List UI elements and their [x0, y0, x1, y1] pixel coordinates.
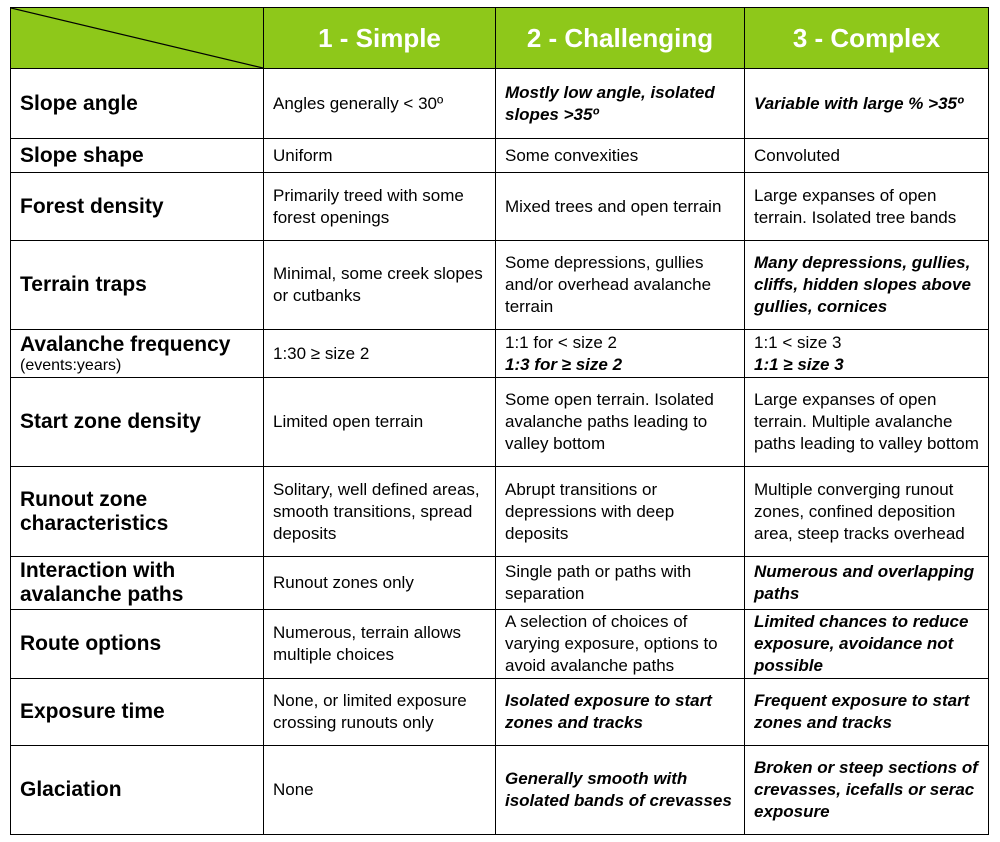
cell-simple: None, or limited exposure crossing runouts only — [264, 679, 496, 746]
cell-challenging: Some open terrain. Isolated avalanche paths leading to valley bottom — [496, 378, 745, 467]
row-label: Exposure time — [11, 679, 264, 746]
cell-complex: Convoluted — [745, 139, 989, 173]
cell-complex: Numerous and overlapping paths — [745, 557, 989, 610]
cell-complex: Broken or steep sections of crevasses, icefalls or serac exposure — [745, 746, 989, 835]
row-label: Terrain traps — [11, 241, 264, 330]
cell-complex: Multiple converging runout zones, confined deposition area, steep tracks overhead — [745, 467, 989, 557]
row-sublabel: (events:years) — [20, 356, 122, 374]
cell-simple: Solitary, well defined areas, smooth transitions, spread deposits — [264, 467, 496, 557]
row-label: Glaciation — [11, 746, 264, 835]
cell-simple: Runout zones only — [264, 557, 496, 610]
cell-simple: Numerous, terrain allows multiple choices — [264, 610, 496, 679]
cell-challenging: Isolated exposure to start zones and tracks — [496, 679, 745, 746]
cell-challenging: Abrupt transitions or depressions with deep deposits — [496, 467, 745, 557]
row-label: Slope shape — [11, 139, 264, 173]
cell-challenging: Single path or paths with separation — [496, 557, 745, 610]
header-row — [11, 8, 989, 69]
table-row — [11, 139, 989, 173]
row-label: Forest density — [11, 173, 264, 241]
table-row — [11, 679, 989, 746]
table-row — [11, 557, 989, 610]
cell-challenging: A selection of choices of varying exposure, options to avoid avalanche paths — [496, 610, 745, 679]
cell-simple: None — [264, 746, 496, 835]
cell-challenging: Generally smooth with isolated bands of crevasses — [496, 746, 745, 835]
table-row — [11, 378, 989, 467]
cell-complex: Many depressions, gullies, cliffs, hidden slopes above gullies, cornices — [745, 241, 989, 330]
cell-challenging: Mostly low angle, isolated slopes >35º — [496, 69, 745, 139]
header-simple: 1 - Simple — [264, 8, 496, 69]
cell-simple: Primarily treed with some forest openings — [264, 173, 496, 241]
cell-challenging: Mixed trees and open terrain — [496, 173, 745, 241]
cell-simple: 1:30 ≥ size 2 — [264, 330, 496, 378]
corner-cell — [11, 8, 264, 69]
row-label: Avalanche frequency (events:years) — [11, 330, 264, 378]
row-label: Start zone density — [11, 378, 264, 467]
table-row — [11, 173, 989, 241]
cell-challenging: Some depressions, gullies and/or overhead avalanche terrain — [496, 241, 745, 330]
table-row — [11, 330, 989, 378]
cell-simple: Angles generally < 30º — [264, 69, 496, 139]
terrain-rating-table — [10, 7, 989, 835]
table-row — [11, 69, 989, 139]
table-row — [11, 241, 989, 330]
cell-complex: Frequent exposure to start zones and tracks — [745, 679, 989, 746]
cell-simple: Limited open terrain — [264, 378, 496, 467]
row-label: Interaction with avalanche paths — [11, 557, 264, 610]
row-label: Route options — [11, 610, 264, 679]
cell-challenging: Some convexities — [496, 139, 745, 173]
row-label: Runout zone characteristics — [11, 467, 264, 557]
cell-complex: 1:1 < size 3 1:1 ≥ size 3 — [745, 330, 989, 378]
cell-complex: Variable with large % >35º — [745, 69, 989, 139]
table-row — [11, 610, 989, 679]
cell-simple: Uniform — [264, 139, 496, 173]
cell-challenging: 1:1 for < size 2 1:3 for ≥ size 2 — [496, 330, 745, 378]
cell-complex: Limited chances to reduce exposure, avoidance not possible — [745, 610, 989, 679]
header-complex: 3 - Complex — [745, 8, 989, 69]
diagonal-line-icon — [11, 8, 263, 68]
table-row — [11, 467, 989, 557]
row-label: Slope angle — [11, 69, 264, 139]
cell-complex: Large expanses of open terrain. Isolated tree bands — [745, 173, 989, 241]
cell-complex: Large expanses of open terrain. Multiple avalanche paths leading to valley bottom — [745, 378, 989, 467]
header-challenging: 2 - Challenging — [496, 8, 745, 69]
table-row — [11, 746, 989, 835]
cell-simple: Minimal, some creek slopes or cutbanks — [264, 241, 496, 330]
